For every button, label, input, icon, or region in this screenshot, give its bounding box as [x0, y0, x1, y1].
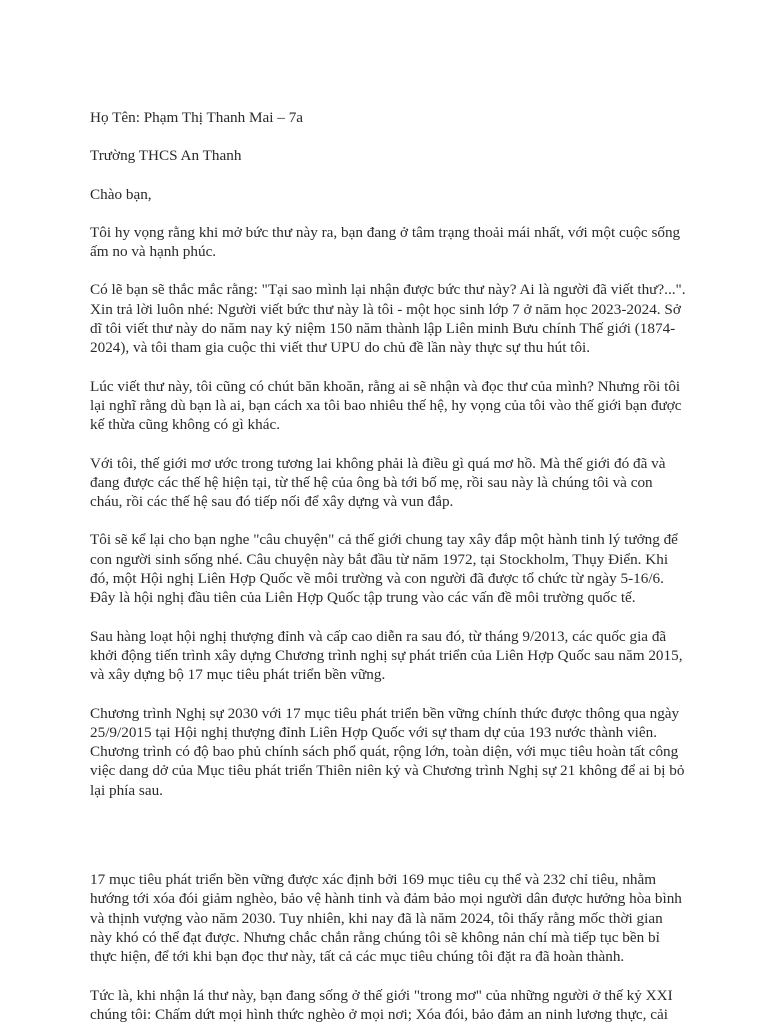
student-name: Họ Tên: Phạm Thị Thanh Mai – 7a — [90, 109, 304, 126]
paragraph: Với tôi, thế giới mơ ước trong tương lai không phải là điều gì quá mơ hồ. Mà thế giới đó đã và đang được các thế hệ hiện tại, từ thế hệ của ông bà tới bố mẹ, rồi sau này là chúng tôi và con cháu, rồi các thế hệ sau đó tiếp nối để xây dựng và vun đắp. — [90, 454, 666, 511]
paragraph-gap — [90, 819, 688, 870]
paragraph: Lúc viết thư này, tôi cũng có chút băn khoăn, rằng ai sẽ nhận và đọc thư của mình? Nhưng rồi tôi lại nghĩ rằng dù bạn là ai, bạn cách xa tôi bao nhiêu thế hệ, hy vọng của tôi vào thế giới bạn được kế thừa cũng không có gì khác. — [90, 377, 682, 434]
paragraph: Chương trình Nghị sự 2030 với 17 mục tiêu phát triển bền vững chính thức được thông qua ngày 25/9/2015 tại Hội nghị thượng đỉnh Liên Hợp Quốc với sự tham dự của 193 nước thành viên. Chương trình có độ bao phủ chính sách phổ quát, rộng lớn, toàn diện, với mục tiêu hoàn tất công việc dang dở của Mục tiêu phát triển Thiên niên kỷ và Chương trình Nghị sự 21 không để ai bị bỏ lại phía sau. — [90, 704, 685, 799]
greeting: Chào bạn, — [90, 185, 152, 203]
paragraph: Sau hàng loạt hội nghị thượng đỉnh và cấp cao diễn ra sau đó, từ tháng 9/2013, các quốc gia đã khởi động tiến trình xây dựng Chương trình nghị sự phát triển của Liên Hợp Quốc sau năm 2015, và xây dựng bộ 17 mục tiêu phát triển bền vững. — [90, 627, 683, 684]
paragraph: Có lẽ bạn sẽ thắc mắc rằng: "Tại sao mình lại nhận được bức thư này? Ai là người đã viết thư?...". Xin trả lời luôn nhé: Người viết bức thư này là tôi - một học sinh lớp 7 ở năm học 2023-2024. Sở dĩ tôi viết thư này do năm nay kỷ niệm 150 năm thành lập Liên minh Bưu chính Thế giới (1874-2024), và tôi tham gia cuộc thi viết thư UPU do chủ đề lần này thực sự thu hút tôi. — [90, 281, 686, 357]
school-name: Trường THCS An Thanh — [90, 147, 242, 165]
paragraph: Tức là, khi nhận lá thư này, bạn đang sống ở thế giới "trong mơ" của những người ở thế kỷ XXI chúng tôi: Chấm dứt mọi hình thức nghèo ở mọi nơi; Xóa đói, bảo đảm an ninh lương thực, cải — [90, 986, 673, 1023]
paragraph: 17 mục tiêu phát triển bền vững được xác định bởi 169 mục tiêu cụ thể và 232 chỉ tiêu, nhằm hướng tới xóa đói giảm nghèo, bảo vệ hành tinh và đảm bảo mọi người dân được hưởng hòa bình và thịnh vượng vào năm 2030. Tuy nhiên, khi nay đã là năm 2024, tôi thấy rằng mốc thời gian này khó có thể đạt được. Nhưng chắc chắn rằng chúng tôi sẽ không nản chí mà tiếp tục bền bỉ thực hiện, để tới khi bạn đọc thư này, tất cả các mục tiêu chúng tôi đặt ra đã hoàn thành. — [90, 871, 682, 966]
paragraph: Tôi hy vọng rằng khi mở bức thư này ra, bạn đang ở tâm trạng thoải mái nhất, với một cuộc sống ấm no và hạnh phúc. — [90, 223, 681, 261]
paragraph: Tôi sẽ kể lại cho bạn nghe "câu chuyện" cả thế giới chung tay xây đắp một hành tinh lý tưởng để con người sinh sống nhé. Câu chuyện này bắt đầu từ năm 1972, tại Stockholm, Thụy Điển. Khi đó, một Hội nghị Liên Hợp Quốc về môi trường và con người đã được tổ chức từ ngày 5-16/6. Đây là hội nghị đầu tiên của Liên Hợp Quốc tập trung vào các vấn đề môi trường quốc tế. — [90, 531, 678, 607]
